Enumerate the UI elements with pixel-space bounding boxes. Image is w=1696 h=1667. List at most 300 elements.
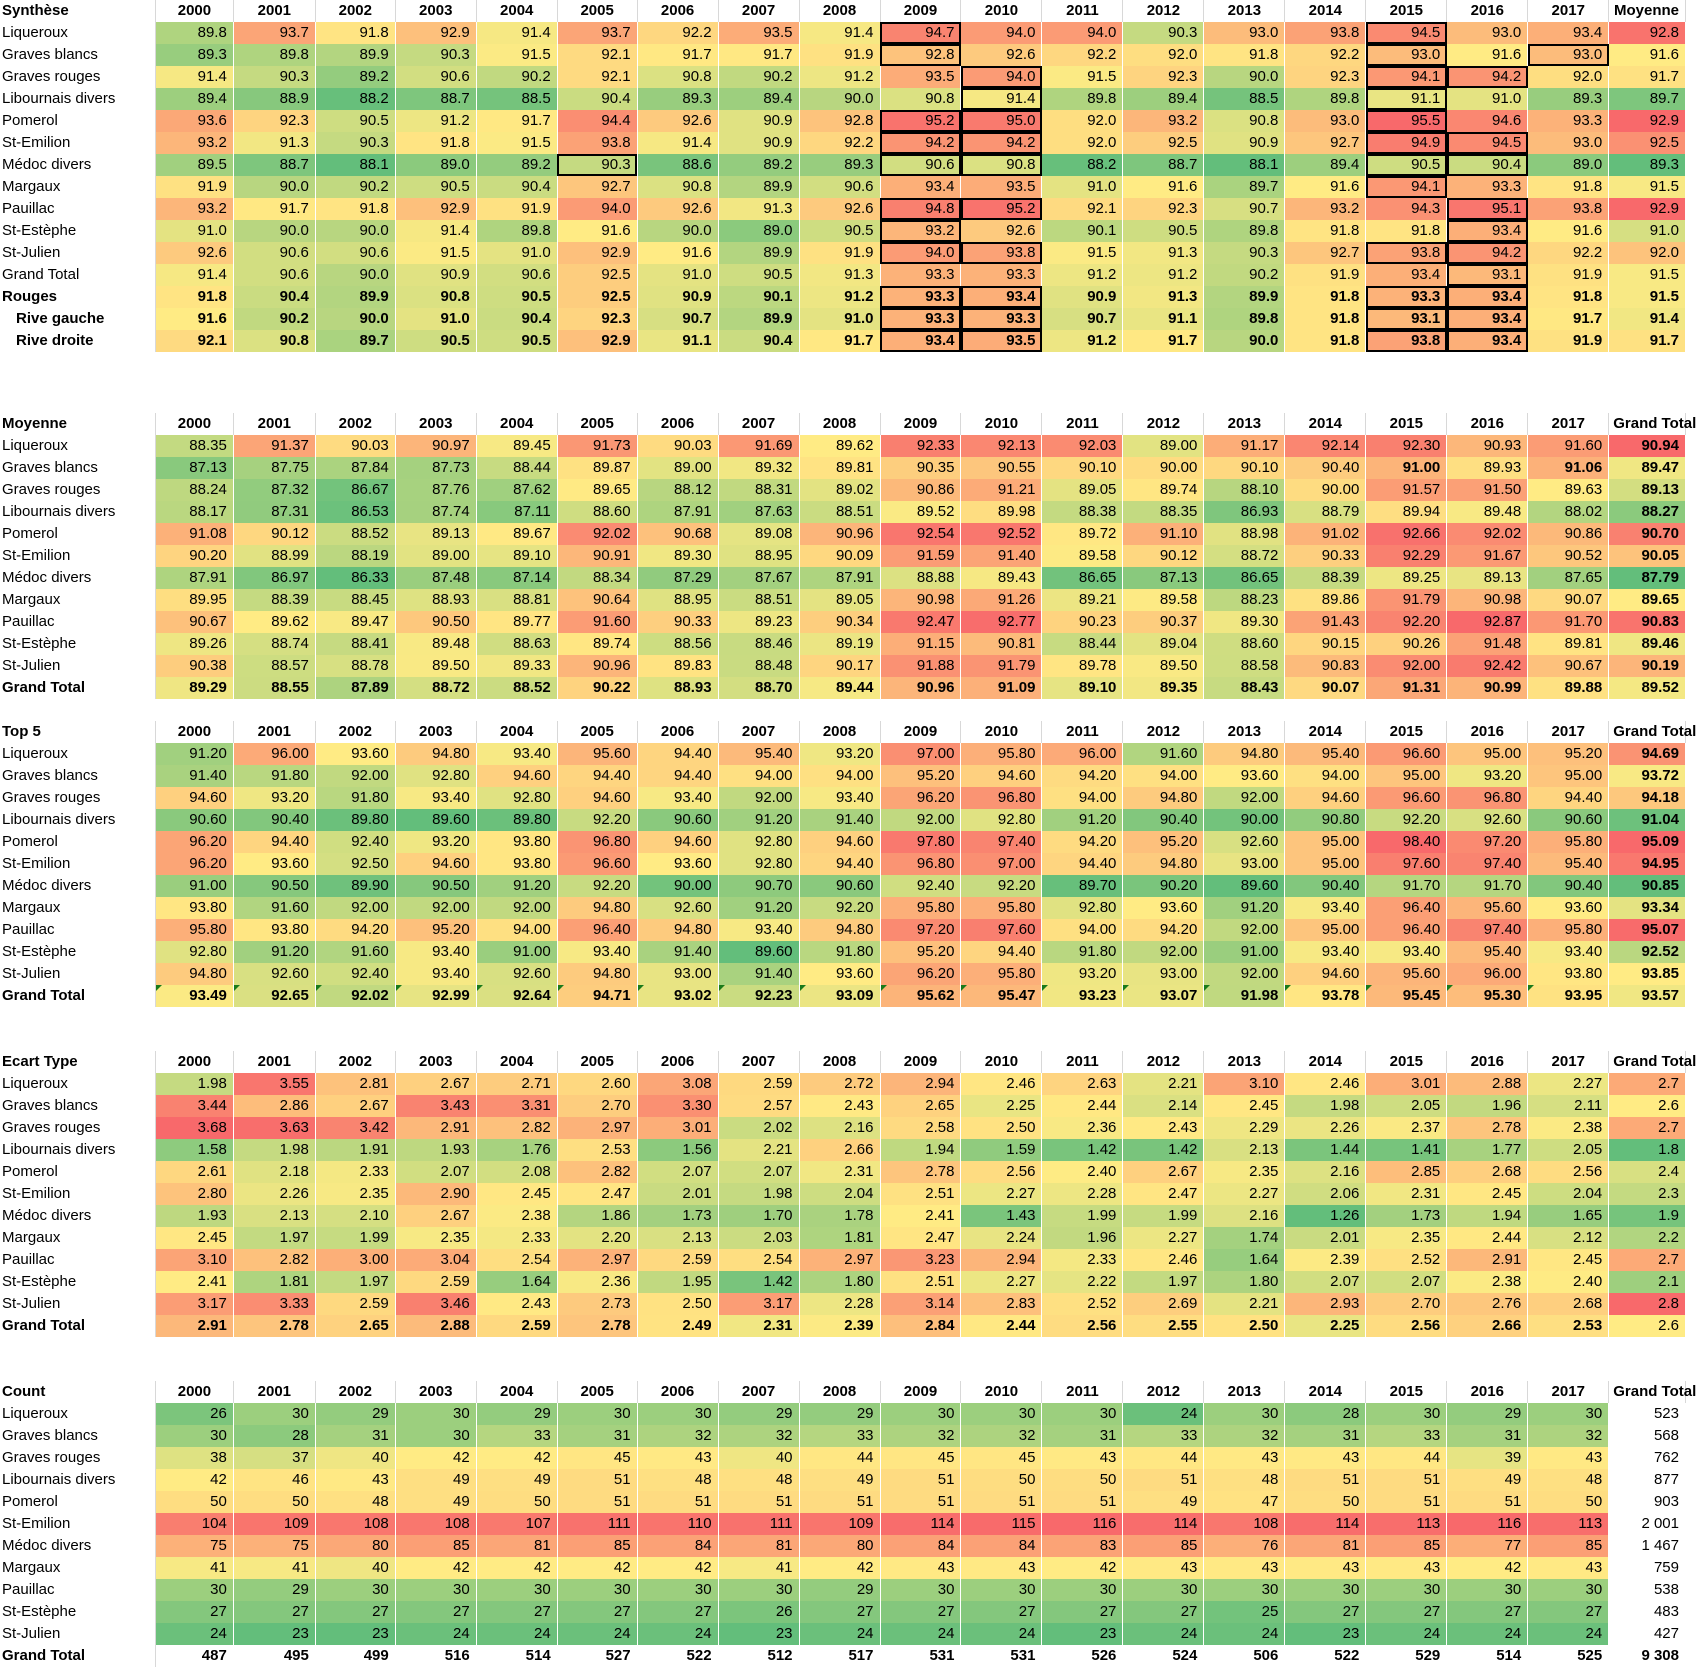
data-cell[interactable]: 93.00: [637, 963, 718, 985]
row-label[interactable]: Pomerol: [0, 831, 156, 853]
data-cell[interactable]: 91.5: [476, 44, 557, 66]
year-header[interactable]: 2002: [315, 0, 395, 22]
data-cell[interactable]: 2.55: [1123, 1315, 1204, 1337]
data-cell[interactable]: 2.59: [476, 1315, 557, 1337]
data-cell[interactable]: 88.35: [1123, 501, 1204, 523]
data-cell[interactable]: 95.00: [1285, 831, 1366, 853]
data-cell[interactable]: 91.79: [1366, 589, 1447, 611]
data-cell[interactable]: 43: [1285, 1447, 1366, 1469]
data-cell[interactable]: 94.5: [1447, 132, 1528, 154]
data-cell[interactable]: 95.20: [880, 941, 961, 963]
data-cell[interactable]: 96.20: [880, 787, 961, 809]
data-cell[interactable]: 94.20: [1042, 765, 1123, 787]
data-cell[interactable]: 2.47: [557, 1183, 637, 1205]
data-cell[interactable]: 92.1: [1042, 198, 1123, 220]
data-cell[interactable]: 1.56: [637, 1139, 718, 1161]
data-cell[interactable]: 91.5: [1042, 242, 1123, 264]
summary-cell[interactable]: 427: [1609, 1623, 1686, 1645]
data-cell[interactable]: 2.53: [557, 1139, 637, 1161]
row-label[interactable]: Graves blancs: [0, 1425, 156, 1447]
summary-cell[interactable]: 93.57: [1609, 985, 1686, 1007]
row-label[interactable]: St-Estèphe: [0, 1601, 156, 1623]
data-cell[interactable]: 90.00: [1285, 479, 1366, 501]
data-cell[interactable]: 93.5: [961, 176, 1042, 198]
data-cell[interactable]: 24: [880, 1623, 961, 1645]
data-cell[interactable]: 84: [961, 1535, 1042, 1557]
data-cell[interactable]: 2.39: [1285, 1249, 1366, 1271]
data-cell[interactable]: 91.8: [1204, 44, 1285, 66]
data-cell[interactable]: 2.07: [1366, 1271, 1447, 1293]
data-cell[interactable]: 95.00: [1285, 919, 1366, 941]
data-cell[interactable]: 92.6: [799, 198, 880, 220]
data-cell[interactable]: 2.46: [1123, 1249, 1204, 1271]
data-cell[interactable]: 92.80: [1042, 897, 1123, 919]
data-cell[interactable]: 88.99: [233, 545, 315, 567]
data-cell[interactable]: 89.62: [233, 611, 315, 633]
data-cell[interactable]: 49: [476, 1469, 557, 1491]
data-cell[interactable]: 87.62: [476, 479, 557, 501]
year-header[interactable]: 2009: [880, 1381, 961, 1403]
data-cell[interactable]: 29: [1447, 1403, 1528, 1425]
data-cell[interactable]: 91.69: [718, 435, 799, 457]
data-cell[interactable]: 91.9: [799, 44, 880, 66]
data-cell[interactable]: 24: [799, 1623, 880, 1645]
row-label[interactable]: Médoc divers: [0, 875, 156, 897]
data-cell[interactable]: 93.0: [1285, 110, 1366, 132]
data-cell[interactable]: 94.40: [799, 853, 880, 875]
data-cell[interactable]: 51: [799, 1491, 880, 1513]
data-cell[interactable]: 89.30: [1204, 611, 1285, 633]
data-cell[interactable]: 2.03: [718, 1227, 799, 1249]
data-cell[interactable]: 2.91: [395, 1117, 476, 1139]
data-cell[interactable]: 2.07: [637, 1161, 718, 1183]
data-cell[interactable]: 94.0: [557, 198, 637, 220]
row-label[interactable]: Graves rouges: [0, 479, 156, 501]
data-cell[interactable]: 93.40: [1528, 941, 1609, 963]
year-header[interactable]: 2017: [1528, 1051, 1609, 1073]
data-cell[interactable]: 90.81: [961, 633, 1042, 655]
row-label[interactable]: Margaux: [0, 1227, 156, 1249]
data-cell[interactable]: 2.14: [1123, 1095, 1204, 1117]
data-cell[interactable]: 90.96: [557, 655, 637, 677]
data-cell[interactable]: 89.4: [1123, 88, 1204, 110]
data-cell[interactable]: 2.68: [1528, 1293, 1609, 1315]
data-cell[interactable]: 90.0: [637, 220, 718, 242]
data-cell[interactable]: 93.3: [961, 264, 1042, 286]
data-cell[interactable]: 91.15: [880, 633, 961, 655]
data-cell[interactable]: 94.40: [1528, 787, 1609, 809]
data-cell[interactable]: 1.99: [1042, 1205, 1123, 1227]
data-cell[interactable]: 91.7: [233, 198, 315, 220]
data-cell[interactable]: 88.60: [1204, 633, 1285, 655]
data-cell[interactable]: 2.37: [1366, 1117, 1447, 1139]
data-cell[interactable]: 95.40: [1528, 853, 1609, 875]
data-cell[interactable]: 91.60: [1528, 435, 1609, 457]
data-cell[interactable]: 88.44: [476, 457, 557, 479]
data-cell[interactable]: 2.59: [718, 1073, 799, 1095]
data-cell[interactable]: 88.2: [315, 88, 395, 110]
data-cell[interactable]: 88.02: [1528, 501, 1609, 523]
data-cell[interactable]: 93.4: [1447, 220, 1528, 242]
data-cell[interactable]: 92.00: [1204, 963, 1285, 985]
data-cell[interactable]: 43: [1204, 1447, 1285, 1469]
data-cell[interactable]: 1.78: [799, 1205, 880, 1227]
data-cell[interactable]: 2.47: [1123, 1183, 1204, 1205]
data-cell[interactable]: 90.91: [557, 545, 637, 567]
data-cell[interactable]: 89.62: [799, 435, 880, 457]
data-cell[interactable]: 43: [961, 1557, 1042, 1579]
data-cell[interactable]: 2.94: [880, 1073, 961, 1095]
data-cell[interactable]: 95.62: [880, 985, 961, 1007]
data-cell[interactable]: 89.60: [718, 941, 799, 963]
data-cell[interactable]: 92.00: [718, 787, 799, 809]
data-cell[interactable]: 88.35: [156, 435, 234, 457]
data-cell[interactable]: 87.84: [315, 457, 395, 479]
year-header[interactable]: 2013: [1204, 0, 1285, 22]
data-cell[interactable]: 51: [557, 1469, 637, 1491]
summary-cell[interactable]: 877: [1609, 1469, 1686, 1491]
data-cell[interactable]: 31: [1285, 1425, 1366, 1447]
data-cell[interactable]: 23: [233, 1623, 315, 1645]
data-cell[interactable]: 87.13: [1123, 567, 1204, 589]
data-cell[interactable]: 95.80: [880, 897, 961, 919]
data-cell[interactable]: 1.44: [1285, 1139, 1366, 1161]
data-cell[interactable]: 2.28: [799, 1293, 880, 1315]
data-cell[interactable]: 1.43: [961, 1205, 1042, 1227]
data-cell[interactable]: 92.60: [233, 963, 315, 985]
data-cell[interactable]: 92.3: [557, 308, 637, 330]
data-cell[interactable]: 92.64: [476, 985, 557, 1007]
data-cell[interactable]: 522: [637, 1645, 718, 1667]
data-cell[interactable]: 30: [1366, 1403, 1447, 1425]
data-cell[interactable]: 2.13: [233, 1205, 315, 1227]
data-cell[interactable]: 97.80: [880, 831, 961, 853]
data-cell[interactable]: 92.00: [1123, 941, 1204, 963]
data-cell[interactable]: 2.16: [1204, 1205, 1285, 1227]
summary-cell[interactable]: 2.7: [1609, 1073, 1686, 1095]
data-cell[interactable]: 94.60: [395, 853, 476, 875]
summary-cell[interactable]: 90.85: [1609, 875, 1686, 897]
data-cell[interactable]: 1.42: [718, 1271, 799, 1293]
data-cell[interactable]: 2.82: [476, 1117, 557, 1139]
data-cell[interactable]: 90.55: [961, 457, 1042, 479]
data-cell[interactable]: 88.78: [315, 655, 395, 677]
data-cell[interactable]: 88.74: [233, 633, 315, 655]
data-cell[interactable]: 89.13: [1447, 567, 1528, 589]
summary-header[interactable]: Moyenne: [1609, 0, 1686, 22]
data-cell[interactable]: 93.20: [233, 787, 315, 809]
data-cell[interactable]: 29: [799, 1403, 880, 1425]
data-cell[interactable]: 89.83: [637, 655, 718, 677]
data-cell[interactable]: 3.43: [395, 1095, 476, 1117]
data-cell[interactable]: 3.14: [880, 1293, 961, 1315]
data-cell[interactable]: 91.40: [637, 941, 718, 963]
data-cell[interactable]: 88.9: [233, 88, 315, 110]
data-cell[interactable]: 96.80: [961, 787, 1042, 809]
row-label[interactable]: Médoc divers: [0, 1205, 156, 1227]
data-cell[interactable]: 2.66: [1447, 1315, 1528, 1337]
data-cell[interactable]: 94.40: [233, 831, 315, 853]
data-cell[interactable]: 92.5: [557, 264, 637, 286]
row-label[interactable]: Grand Total: [0, 264, 156, 286]
year-header[interactable]: 2015: [1366, 721, 1447, 743]
data-cell[interactable]: 91.0: [1447, 88, 1528, 110]
data-cell[interactable]: 87.91: [156, 567, 234, 589]
data-cell[interactable]: 90.9: [637, 286, 718, 308]
data-cell[interactable]: 43: [1528, 1557, 1609, 1579]
summary-cell[interactable]: 91.7: [1609, 330, 1686, 352]
data-cell[interactable]: 42: [395, 1557, 476, 1579]
data-cell[interactable]: 89.8: [1285, 88, 1366, 110]
data-cell[interactable]: 2.94: [961, 1249, 1042, 1271]
year-header[interactable]: 2000: [156, 1381, 234, 1403]
data-cell[interactable]: 91.6: [1285, 176, 1366, 198]
row-label[interactable]: St-Emilion: [0, 1513, 156, 1535]
data-cell[interactable]: 89.3: [156, 44, 234, 66]
summary-cell[interactable]: 91.6: [1609, 44, 1686, 66]
data-cell[interactable]: 93.4: [880, 176, 961, 198]
data-cell[interactable]: 87.11: [476, 501, 557, 523]
year-header[interactable]: 2009: [880, 0, 961, 22]
row-label[interactable]: Grand Total: [0, 1315, 156, 1337]
data-cell[interactable]: 27: [1123, 1601, 1204, 1623]
data-cell[interactable]: 45: [880, 1447, 961, 1469]
summary-cell[interactable]: 89.52: [1609, 677, 1686, 699]
data-cell[interactable]: 91.3: [718, 198, 799, 220]
data-cell[interactable]: 2.67: [395, 1073, 476, 1095]
data-cell[interactable]: 3.63: [233, 1117, 315, 1139]
summary-cell[interactable]: 90.94: [1609, 435, 1686, 457]
data-cell[interactable]: 90.8: [395, 286, 476, 308]
data-cell[interactable]: 95.20: [880, 765, 961, 787]
data-cell[interactable]: 92.60: [476, 963, 557, 985]
data-cell[interactable]: 1.98: [1285, 1095, 1366, 1117]
data-cell[interactable]: 2.33: [315, 1161, 395, 1183]
data-cell[interactable]: 3.33: [233, 1293, 315, 1315]
data-cell[interactable]: 92.3: [1285, 66, 1366, 88]
data-cell[interactable]: 529: [1366, 1645, 1447, 1667]
data-cell[interactable]: 94.60: [799, 831, 880, 853]
data-cell[interactable]: 93.5: [961, 330, 1042, 352]
data-cell[interactable]: 89.00: [637, 457, 718, 479]
data-cell[interactable]: 27: [637, 1601, 718, 1623]
data-cell[interactable]: 26: [718, 1601, 799, 1623]
data-cell[interactable]: 92.5: [1123, 132, 1204, 154]
data-cell[interactable]: 91.2: [799, 66, 880, 88]
data-cell[interactable]: 90.50: [395, 611, 476, 633]
data-cell[interactable]: 92.20: [961, 875, 1042, 897]
data-cell[interactable]: 90.8: [880, 88, 961, 110]
data-cell[interactable]: 90.12: [1123, 545, 1204, 567]
data-cell[interactable]: 94.00: [1123, 765, 1204, 787]
data-cell[interactable]: 2.43: [1123, 1117, 1204, 1139]
data-cell[interactable]: 90.9: [395, 264, 476, 286]
data-cell[interactable]: 87.76: [395, 479, 476, 501]
data-cell[interactable]: 48: [315, 1491, 395, 1513]
data-cell[interactable]: 94.71: [557, 985, 637, 1007]
data-cell[interactable]: 95.80: [156, 919, 234, 941]
data-cell[interactable]: 2.60: [557, 1073, 637, 1095]
data-cell[interactable]: 93.80: [476, 831, 557, 853]
data-cell[interactable]: 92.30: [1366, 435, 1447, 457]
data-cell[interactable]: 92.00: [476, 897, 557, 919]
row-label[interactable]: Margaux: [0, 897, 156, 919]
year-header[interactable]: 2009: [880, 1051, 961, 1073]
data-cell[interactable]: 3.68: [156, 1117, 234, 1139]
year-header[interactable]: 2014: [1285, 1381, 1366, 1403]
data-cell[interactable]: 2.33: [476, 1227, 557, 1249]
row-label[interactable]: Pauillac: [0, 1249, 156, 1271]
data-cell[interactable]: 2.54: [476, 1249, 557, 1271]
summary-cell[interactable]: 90.19: [1609, 655, 1686, 677]
row-label[interactable]: Margaux: [0, 176, 156, 198]
data-cell[interactable]: 2.97: [557, 1249, 637, 1271]
summary-cell[interactable]: 94.18: [1609, 787, 1686, 809]
data-cell[interactable]: 93.09: [799, 985, 880, 1007]
year-header[interactable]: 2002: [315, 721, 395, 743]
summary-cell[interactable]: 483: [1609, 1601, 1686, 1623]
summary-cell[interactable]: 91.7: [1609, 66, 1686, 88]
data-cell[interactable]: 91.8: [1285, 308, 1366, 330]
data-cell[interactable]: 96.40: [557, 919, 637, 941]
data-cell[interactable]: 94.40: [961, 941, 1042, 963]
year-header[interactable]: 2001: [233, 721, 315, 743]
data-cell[interactable]: 92.40: [315, 831, 395, 853]
data-cell[interactable]: 90.68: [637, 523, 718, 545]
data-cell[interactable]: 2.63: [1042, 1073, 1123, 1095]
data-cell[interactable]: 1.98: [233, 1139, 315, 1161]
data-cell[interactable]: 91.80: [233, 765, 315, 787]
data-cell[interactable]: 89.4: [1285, 154, 1366, 176]
data-cell[interactable]: 88.7: [1123, 154, 1204, 176]
summary-cell[interactable]: 95.07: [1609, 919, 1686, 941]
data-cell[interactable]: 89.10: [476, 545, 557, 567]
data-cell[interactable]: 91.10: [1123, 523, 1204, 545]
data-cell[interactable]: 89.74: [557, 633, 637, 655]
data-cell[interactable]: 88.1: [315, 154, 395, 176]
data-cell[interactable]: 91.79: [961, 655, 1042, 677]
data-cell[interactable]: 94.80: [1204, 743, 1285, 765]
data-cell[interactable]: 93.60: [1204, 765, 1285, 787]
data-cell[interactable]: 27: [1528, 1601, 1609, 1623]
data-cell[interactable]: 90.9: [718, 110, 799, 132]
data-cell[interactable]: 23: [718, 1623, 799, 1645]
data-cell[interactable]: 2.70: [557, 1095, 637, 1117]
data-cell[interactable]: 91.88: [880, 655, 961, 677]
data-cell[interactable]: 30: [880, 1579, 961, 1601]
data-cell[interactable]: 95.00: [1366, 765, 1447, 787]
data-cell[interactable]: 91.8: [315, 22, 395, 44]
data-cell[interactable]: 91.50: [1447, 479, 1528, 501]
row-label[interactable]: St-Julien: [0, 1623, 156, 1645]
data-cell[interactable]: 90.5: [799, 220, 880, 242]
data-cell[interactable]: 514: [476, 1645, 557, 1667]
data-cell[interactable]: 92.00: [1204, 787, 1285, 809]
data-cell[interactable]: 90.8: [1204, 110, 1285, 132]
data-cell[interactable]: 92.1: [557, 44, 637, 66]
data-cell[interactable]: 514: [1447, 1645, 1528, 1667]
data-cell[interactable]: 89.10: [1042, 677, 1123, 699]
data-cell[interactable]: 89.33: [476, 655, 557, 677]
year-header[interactable]: 2010: [961, 721, 1042, 743]
data-cell[interactable]: 531: [880, 1645, 961, 1667]
data-cell[interactable]: 94.0: [1042, 22, 1123, 44]
data-cell[interactable]: 42: [1042, 1557, 1123, 1579]
summary-cell[interactable]: 523: [1609, 1403, 1686, 1425]
data-cell[interactable]: 95.2: [880, 110, 961, 132]
data-cell[interactable]: 96.60: [1366, 787, 1447, 809]
data-cell[interactable]: 92.00: [1366, 655, 1447, 677]
data-cell[interactable]: 90.4: [233, 286, 315, 308]
data-cell[interactable]: 91.8: [156, 286, 234, 308]
data-cell[interactable]: 27: [799, 1601, 880, 1623]
data-cell[interactable]: 2.07: [395, 1161, 476, 1183]
data-cell[interactable]: 31: [1447, 1425, 1528, 1447]
data-cell[interactable]: 90.37: [1123, 611, 1204, 633]
data-cell[interactable]: 90.33: [1285, 545, 1366, 567]
data-cell[interactable]: 2.91: [1447, 1249, 1528, 1271]
data-cell[interactable]: 51: [880, 1491, 961, 1513]
data-cell[interactable]: 2.97: [799, 1249, 880, 1271]
data-cell[interactable]: 93.8: [1528, 198, 1609, 220]
summary-cell[interactable]: 89.65: [1609, 589, 1686, 611]
data-cell[interactable]: 93.4: [1447, 308, 1528, 330]
year-header[interactable]: 2015: [1366, 413, 1447, 435]
data-cell[interactable]: 91.20: [1204, 897, 1285, 919]
data-cell[interactable]: 89.98: [961, 501, 1042, 523]
data-cell[interactable]: 1.97: [315, 1271, 395, 1293]
data-cell[interactable]: 91.7: [1123, 330, 1204, 352]
data-cell[interactable]: 2.04: [1528, 1183, 1609, 1205]
data-cell[interactable]: 92.80: [718, 831, 799, 853]
row-label[interactable]: St-Emilion: [0, 132, 156, 154]
data-cell[interactable]: 92.3: [233, 110, 315, 132]
data-cell[interactable]: 84: [880, 1535, 961, 1557]
data-cell[interactable]: 95.00: [1285, 853, 1366, 875]
data-cell[interactable]: 91.59: [880, 545, 961, 567]
data-cell[interactable]: 2.76: [1447, 1293, 1528, 1315]
data-cell[interactable]: 42: [156, 1469, 234, 1491]
data-cell[interactable]: 92.7: [1285, 132, 1366, 154]
data-cell[interactable]: 41: [718, 1557, 799, 1579]
data-cell[interactable]: 90.40: [1528, 875, 1609, 897]
data-cell[interactable]: 114: [880, 1513, 961, 1535]
year-header[interactable]: 2015: [1366, 1381, 1447, 1403]
data-cell[interactable]: 2.88: [1447, 1073, 1528, 1095]
year-header[interactable]: 2004: [476, 413, 557, 435]
data-cell[interactable]: 2.35: [315, 1183, 395, 1205]
data-cell[interactable]: 115: [961, 1513, 1042, 1535]
data-cell[interactable]: 90.23: [1042, 611, 1123, 633]
data-cell[interactable]: 89.63: [1528, 479, 1609, 501]
data-cell[interactable]: 91.1: [637, 330, 718, 352]
data-cell[interactable]: 30: [1528, 1579, 1609, 1601]
data-cell[interactable]: 39: [1447, 1447, 1528, 1469]
data-cell[interactable]: 90.0: [1204, 330, 1285, 352]
year-header[interactable]: 2017: [1528, 721, 1609, 743]
data-cell[interactable]: 2.35: [395, 1227, 476, 1249]
data-cell[interactable]: 89.45: [476, 435, 557, 457]
data-cell[interactable]: 2.44: [1042, 1095, 1123, 1117]
data-cell[interactable]: 27: [1042, 1601, 1123, 1623]
data-cell[interactable]: 94.9: [1366, 132, 1447, 154]
data-cell[interactable]: 92.1: [557, 66, 637, 88]
data-cell[interactable]: 2.39: [799, 1315, 880, 1337]
year-header[interactable]: 2005: [557, 1381, 637, 1403]
data-cell[interactable]: 89.8: [156, 22, 234, 44]
data-cell[interactable]: 2.59: [315, 1293, 395, 1315]
data-cell[interactable]: 2.31: [799, 1161, 880, 1183]
